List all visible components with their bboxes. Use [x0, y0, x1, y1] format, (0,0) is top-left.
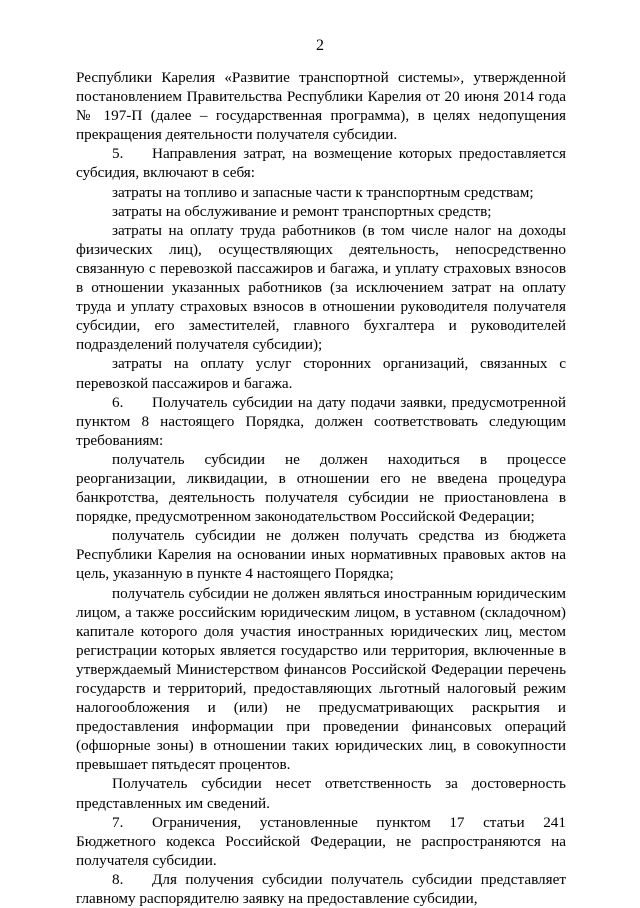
paragraph-7 — [76, 393, 566, 450]
page-number: 2 — [316, 37, 324, 54]
document-body — [76, 68, 566, 908]
paragraph-6: затраты на оплату услуг сторонних организаций, связанных с перевозкой пассажиров и багажа. — [76, 355, 566, 392]
paragraph-1: Республики Карелия «Развитие транспортной системы», утвержденной постановлением Правительства Республики Карелия от 20 июня 2014 года № 197-П (далее – государственная программа), в целях недопущения прекращения деятельности получателя субсидии. — [76, 69, 566, 144]
paragraph-2 — [76, 144, 566, 182]
paragraph-11: Получатель субсидии несет ответственность за достоверность представленных им сведений. — [76, 775, 566, 812]
paragraph-text: Получатель субсидии на дату подачи заявки, предусмотренной пунктом 8 настоящего Порядка, должен соответствовать следующим требованиям: — [76, 393, 566, 449]
paragraph-number: 8. — [112, 870, 124, 888]
paragraph-text: Для получения субсидии получатель субсидии представляет главному распорядителю заявку на предоставление субсидии, — [76, 870, 566, 908]
paragraph-text: Направления затрат, на возмещение которых предоставляется субсидия, включают в себя: — [76, 145, 566, 182]
paragraph-13 — [76, 870, 566, 908]
paragraph-9: получатель субсидии не должен получать средства из бюджета Республики Карелия на основании иных нормативных правовых актов на цель, указанную в пункте 4 настоящего Порядка; — [76, 527, 566, 583]
paragraph-text: Ограничения, установленные пунктом 17 статьи 241 Бюджетного кодекса Российской Федерации, не распространяются на получателя субсидии. — [76, 813, 566, 869]
paragraph-8: получатель субсидии не должен находиться в процессе реорганизации, ликвидации, в отношении его не введена процедура банкротства, деятельность получателя субсидии не приостановлена в порядке, предусмотренном законодательством Российской Федерации; — [76, 450, 566, 526]
paragraph-12 — [76, 813, 566, 870]
paragraph-5: затраты на оплату труда работников (в том числе налог на доходы физических лиц), осуществляющих деятельность, непосредственно связанную с перевозкой пассажиров и багажа, и уплату страховых взносов в отношении указанных работников (за исключением затрат на оплату труда и уплату страховых взносов в отношении руководителя получателя субсидии, его заместителей, главного бухгалтера и руководителей подразделений получателя субсидии); — [76, 221, 566, 354]
paragraph-number: 7. — [112, 813, 124, 831]
paragraph-4: затраты на обслуживание и ремонт транспортных средств; — [112, 202, 492, 220]
paragraph-10: получатель субсидии не должен являться иностранным юридическим лицом, а также российским юридическим лицом, в уставном (складочном) капитале которого доля участия иностранных юридических лиц, местом регистрации которых является государство или территория, включенные в утверждаемый Министерством финансов Российской Федерации перечень государств и территорий, предоставляющих льготный налоговый режим налогообложения и (или) не предусматривающих раскрытия и предоставления информации при проведении финансовых операций (офшорные зоны) в отношении таких юридических лиц, в совокупности превышает пятьдесят процентов. — [76, 584, 566, 774]
paragraph-3: затраты на топливо и запасные части к транспортным средствам; — [112, 183, 534, 201]
paragraph-number: 6. — [112, 393, 124, 411]
paragraph-number: 5. — [112, 145, 124, 163]
